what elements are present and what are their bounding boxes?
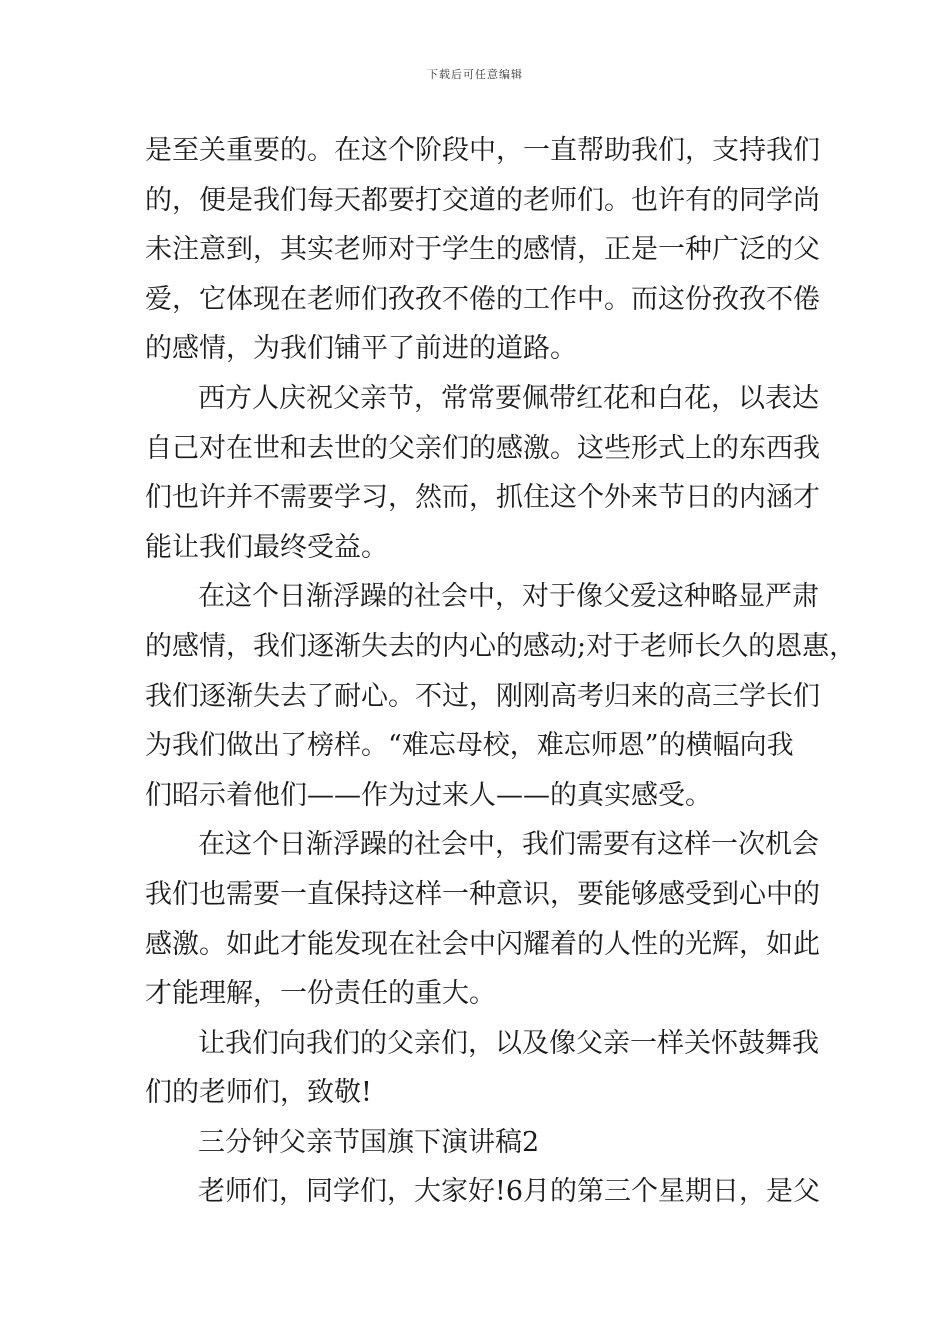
paragraph-start-line: 老师们，同学们，大家好!6月的第三个星期日，是父 [198, 1176, 821, 1208]
text-line: 的，便是我们每天都要打交道的老师们。也许有的同学尚 [145, 184, 820, 216]
text-line: 感激。如此才能发现在社会中闪耀着的人性的光辉，如此 [145, 928, 820, 960]
text-line: 才能理解，一份责任的重大。 [145, 978, 496, 1010]
text-line: 们的老师们，致敬! [145, 1077, 372, 1109]
text-line: 未注意到，其实老师对于学生的感情，正是一种广泛的父 [145, 234, 820, 266]
text-line: 自己对在世和去世的父亲们的感激。这些形式上的东西我 [145, 432, 820, 464]
section-title: 三分钟父亲节国旗下演讲稿2 [198, 1126, 540, 1158]
text-line: 是至关重要的。在这个阶段中，一直帮助我们，支持我们 [145, 135, 820, 166]
text-line: 能让我们最终受益。 [145, 531, 388, 563]
text-line: 们也许并不需要学习，然而，抓住这个外来节日的内涵才 [145, 482, 820, 514]
text-line: 的感情，我们逐渐失去的内心的感动;对于老师长久的恩惠， [145, 630, 857, 662]
text-line: 爱，它体现在老师们孜孜不倦的工作中。而这份孜孜不倦 [145, 283, 820, 315]
page-header: 下载后可任意编辑 [427, 68, 523, 81]
paragraph-start-line: 在这个日渐浮躁的社会中，我们需要有这样一次机会 [198, 829, 819, 861]
text-line: 为我们做出了榜样。“难忘母校，难忘师恩”的横幅向我 [145, 730, 794, 762]
text-line: 的感情，为我们铺平了前进的道路。 [145, 333, 577, 365]
text-line: 们昭示着他们——作为过来人——的真实感受。 [145, 779, 712, 811]
document-body [145, 126, 857, 1217]
paragraph-start-line: 在这个日渐浮躁的社会中，对于像父爱这种略显严肃 [198, 581, 819, 613]
paragraph-start-line: 西方人庆祝父亲节，常常要佩带红花和白花，以表达 [198, 382, 819, 414]
text-line: 我们也需要一直保持这样一种意识，要能够感受到心中的 [145, 878, 820, 910]
text-line: 我们逐渐失去了耐心。不过，刚刚高考归来的高三学长们 [145, 680, 820, 712]
paragraph-start-line: 让我们向我们的父亲们，以及像父亲一样关怀鼓舞我 [198, 1027, 819, 1059]
